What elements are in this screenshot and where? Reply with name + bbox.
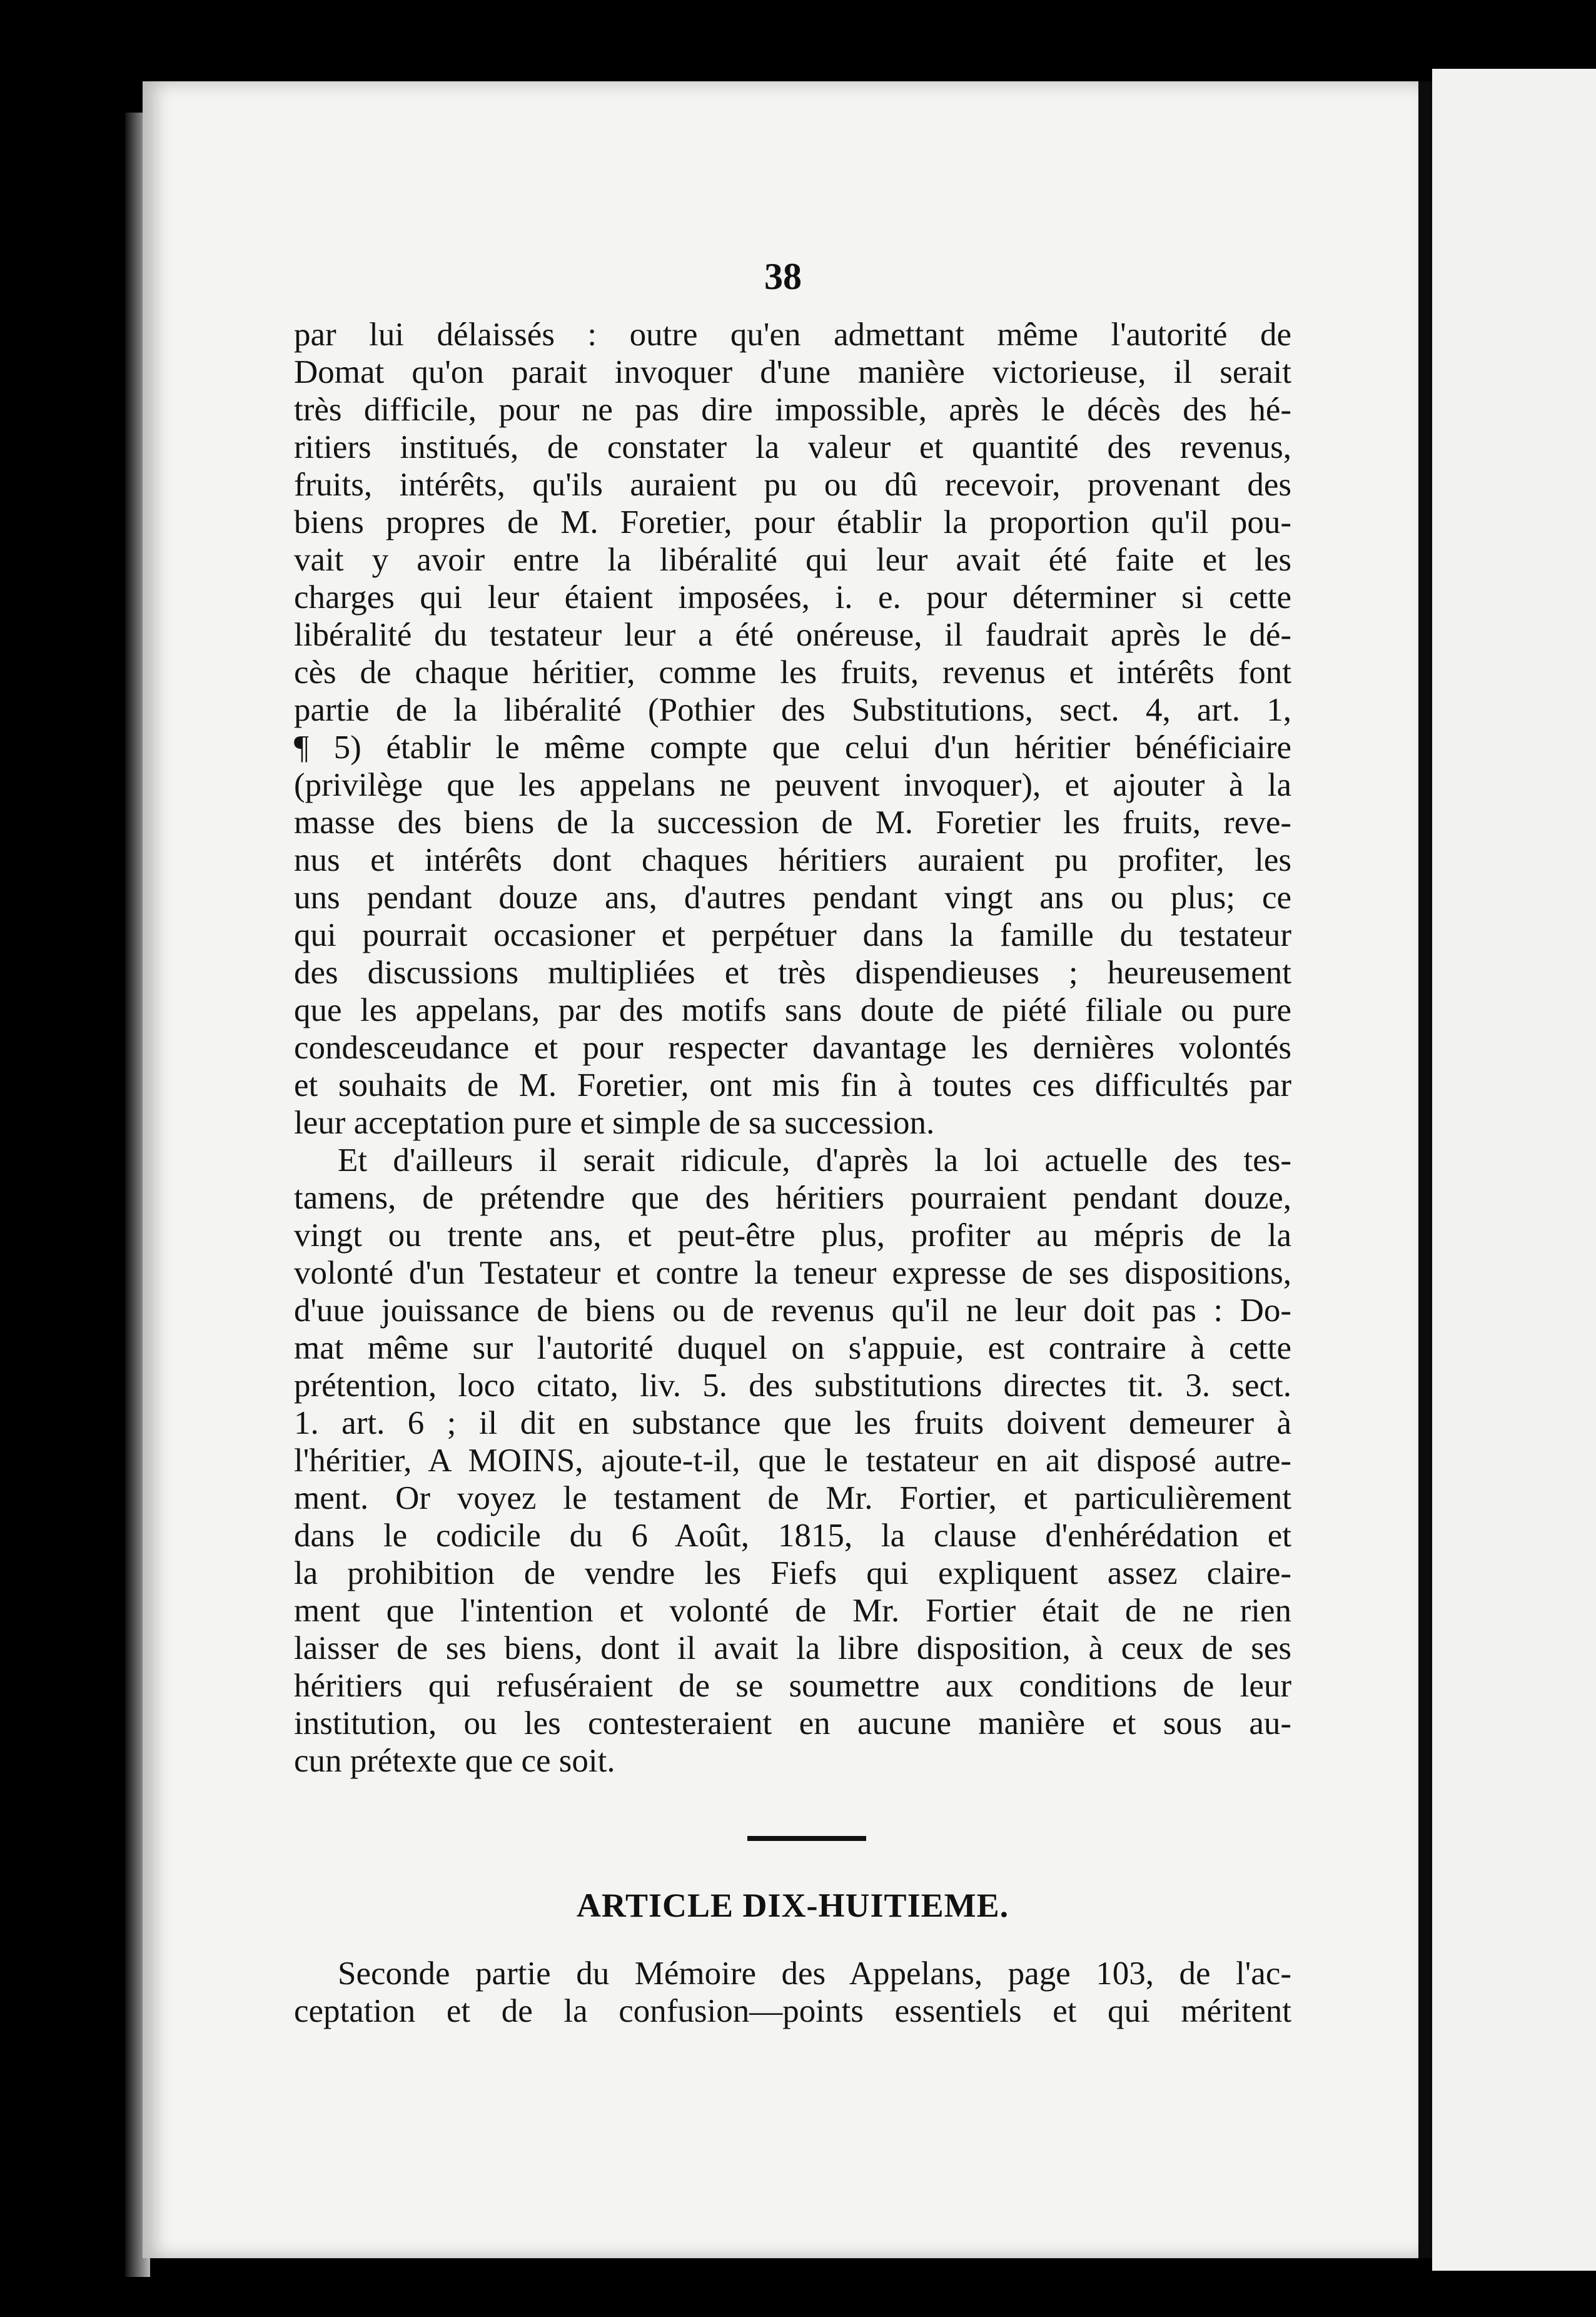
text-line: Et d'ailleurs il serait ridicule, d'après la loi actuelle des tes- [338, 1142, 1291, 1179]
text-line: qui pourrait occasioner et perpétuer dans la famille du testateur [294, 917, 1291, 953]
text-line: Seconde partie du Mémoire des Appelans, page 103, de l'ac- [338, 1955, 1291, 1992]
text-line: la prohibition de vendre les Fiefs qui expliquent assez claire- [294, 1555, 1291, 1591]
section-text [294, 1955, 1291, 2030]
text-line: institution, ou les contesteraient en aucune manière et sous au- [294, 1705, 1291, 1742]
text-line: prétention, loco citato, liv. 5. des substitutions directes tit. 3. sect. [294, 1367, 1291, 1404]
text-line: héritiers qui refuséraient de se soumettre aux conditions de leur [294, 1668, 1291, 1704]
text-line: ¶ 5) établir le même compte que celui d'un héritier bénéficiaire [294, 729, 1291, 766]
text-line: fruits, intérêts, qu'ils auraient pu ou dû recevoir, provenant des [294, 467, 1291, 503]
text-line: partie de la libéralité (Pothier des Substitutions, sect. 4, art. 1, [294, 692, 1291, 728]
text-line: (privilège que les appelans ne peuvent invoquer), et ajouter à la [294, 767, 1291, 803]
body-text [294, 316, 1291, 1780]
text-line: d'uue jouissance de biens ou de revenus qu'il ne leur doit pas : Do- [294, 1292, 1291, 1329]
text-line: ment. Or voyez le testament de Mr. Fortier, et particulièrement [294, 1480, 1291, 1516]
text-line: des discussions multipliées et très dispendieuses ; heureusement [294, 955, 1291, 991]
text-line: l'héritier, A MOINS, ajoute-t-il, que le testateur en ait disposé autre- [294, 1442, 1291, 1479]
page-number: 38 [764, 256, 802, 297]
section-heading: ARTICLE DIX-HUITIEME. [576, 1887, 1009, 1924]
text-line: volonté d'un Testateur et contre la teneur expresse de ses dispositions, [294, 1255, 1291, 1291]
text-line: 1. art. 6 ; il dit en substance que les fruits doivent demeurer à [294, 1405, 1291, 1441]
text-line: par lui délaissés : outre qu'en admettant même l'autorité de [294, 317, 1291, 353]
text-line: très difficile, pour ne pas dire impossible, après le décès des hé- [294, 392, 1291, 428]
text-line: ceptation et de la confusion—points essentiels et qui méritent [294, 1993, 1291, 2029]
text-line: et souhaits de M. Foretier, ont mis fin à toutes ces difficultés par [294, 1067, 1291, 1103]
text-line: dans le codicile du 6 Août, 1815, la clause d'enhérédation et [294, 1518, 1291, 1554]
text-line: charges qui leur étaient imposées, i. e. pour déterminer si cette [294, 579, 1291, 616]
text-line: masse des biens de la succession de M. Foretier les fruits, reve- [294, 804, 1291, 841]
text-line: uns pendant douze ans, d'autres pendant vingt ans ou plus; ce [294, 880, 1291, 916]
text-line: libéralité du testateur leur a été onéreuse, il faudrait après le dé- [294, 617, 1291, 653]
text-line: Domat qu'on parait invoquer d'une manière victorieuse, il serait [294, 354, 1291, 390]
text-line: vingt ou trente ans, et peut-être plus, profiter au mépris de la [294, 1217, 1291, 1254]
text-line: leur acceptation pure et simple de sa succession. [294, 1105, 935, 1141]
text-line: biens propres de M. Foretier, pour établir la proportion qu'il pou- [294, 504, 1291, 540]
text-line: vait y avoir entre la libéralité qui leur avait été faite et les [294, 542, 1291, 578]
text-line: mat même sur l'autorité duquel on s'appuie, est contraire à cette [294, 1330, 1291, 1366]
text-line: ment que l'intention et volonté de Mr. Fortier était de ne rien [294, 1593, 1291, 1629]
text-line: tamens, de prétendre que des héritiers pourraient pendant douze, [294, 1180, 1291, 1216]
text-line: condesceudance et pour respecter davantage les dernières volontés [294, 1030, 1291, 1066]
text-line: nus et intérêts dont chaques héritiers auraient pu profiter, les [294, 842, 1291, 878]
section-rule [747, 1836, 866, 1841]
text-line: cès de chaque héritier, comme les fruits, revenus et intérêts font [294, 654, 1291, 691]
text-line: ritiers institués, de constater la valeur et quantité des revenus, [294, 429, 1291, 465]
facing-page-edge [1432, 69, 1596, 2271]
text-line: cun prétexte que ce soit. [294, 1743, 615, 1779]
text-line: laisser de ses biens, dont il avait la libre disposition, à ceux de ses [294, 1630, 1291, 1666]
text-line: que les appelans, par des motifs sans doute de piété filiale ou pure [294, 992, 1291, 1028]
page-gutter [1418, 81, 1432, 2258]
